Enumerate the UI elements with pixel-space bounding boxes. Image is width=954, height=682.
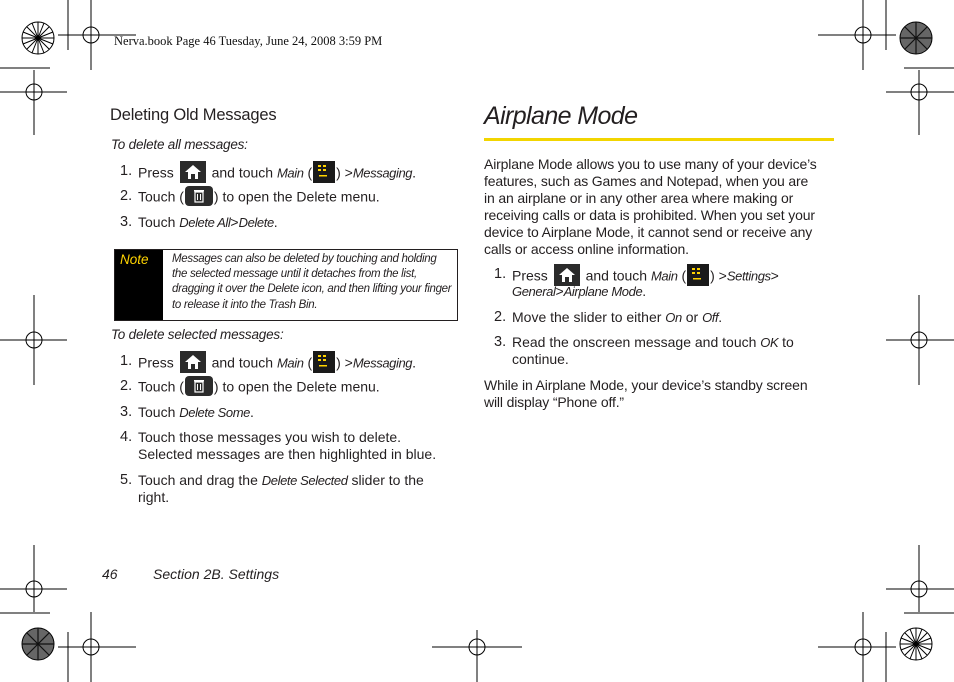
registration-mark-icon	[886, 295, 954, 385]
step-5-selected: 5. Touch and drag the Delete Selected slider to the right.	[120, 472, 424, 505]
intro-paragraph: Airplane Mode allows you to use many of your device’s features, such as Games and Notepad, when you are in an airplane or in any other area where making or receiving calls or data is prohibited. When you set your device to Airplane Mode, it cannot send or receive any calls or access online information.	[484, 156, 817, 257]
registration-mark-icon	[58, 612, 136, 682]
registration-mark-icon	[886, 545, 954, 612]
step-number: 1.	[120, 163, 133, 179]
registration-mark-icon	[0, 70, 67, 135]
main-menu-icon	[313, 351, 335, 373]
trash-icon	[185, 186, 213, 206]
main-menu-icon	[687, 264, 709, 286]
registration-mark-icon	[818, 612, 896, 682]
airplane-step-3: 3. Read the onscreen message and touch OK to continue.	[494, 334, 794, 367]
registration-mark-icon	[0, 545, 67, 612]
step-4-selected: 4. Touch those messages you wish to delete. Selected messages are then highlighted in blue.	[120, 429, 437, 462]
airplane-step-2: 2. Move the slider to either On or Off.	[494, 309, 723, 325]
step-1-selected: 1. Press and touch Main ( ) >Messaging.	[120, 353, 460, 375]
home-icon	[180, 351, 206, 373]
starburst-target-icon	[22, 628, 54, 660]
starburst-target-icon	[900, 22, 932, 54]
registration-mark-icon	[432, 630, 522, 682]
starburst-target-icon	[900, 628, 932, 660]
note-label: Note	[115, 250, 163, 320]
section-footer: Section 2B. Settings	[153, 566, 280, 582]
title-rule	[484, 138, 834, 141]
step-2-all: 2. Touch ( ) to open the Delete menu.	[120, 188, 380, 205]
step-3-selected: 3. Touch Delete Some.	[120, 404, 254, 420]
home-icon	[180, 161, 206, 183]
subheading-delete-all: To delete all messages:	[111, 137, 248, 152]
airplane-step-1: 1. Press and touch Main ( ) >Settings> General>Airplane Mode.	[494, 266, 779, 299]
registration-mark-icon	[0, 295, 67, 385]
main-menu-icon	[313, 161, 335, 183]
print-header: Nerva.book Page 46 Tuesday, June 24, 2008 3:59 PM	[114, 34, 383, 48]
note-text: Messages can also be deleted by touching and holding the selected message until it detaches from the list, dragging it over the Delete icon, and then lifting your finger to release it into the Trash Bin.	[172, 253, 452, 311]
note-box	[114, 249, 458, 321]
page-number: 46	[102, 566, 118, 582]
subheading-delete-selected: To delete selected messages:	[111, 327, 284, 342]
section-heading: Deleting Old Messages	[110, 106, 277, 124]
registration-mark-icon	[818, 0, 896, 70]
step-1-all: 1. Press and touch Main ( ) >Messaging.	[120, 163, 460, 185]
closing-paragraph: While in Airplane Mode, your device’s standby screen will display “Phone off.”	[484, 377, 808, 410]
page-title: Airplane Mode	[484, 102, 638, 130]
registration-mark-icon	[886, 70, 954, 135]
step-3-all: 3. Touch Delete All>Delete.	[120, 214, 278, 230]
starburst-target-icon	[22, 22, 54, 54]
trash-icon	[185, 376, 213, 396]
step-2-selected: 2. Touch ( ) to open the Delete menu.	[120, 378, 380, 395]
